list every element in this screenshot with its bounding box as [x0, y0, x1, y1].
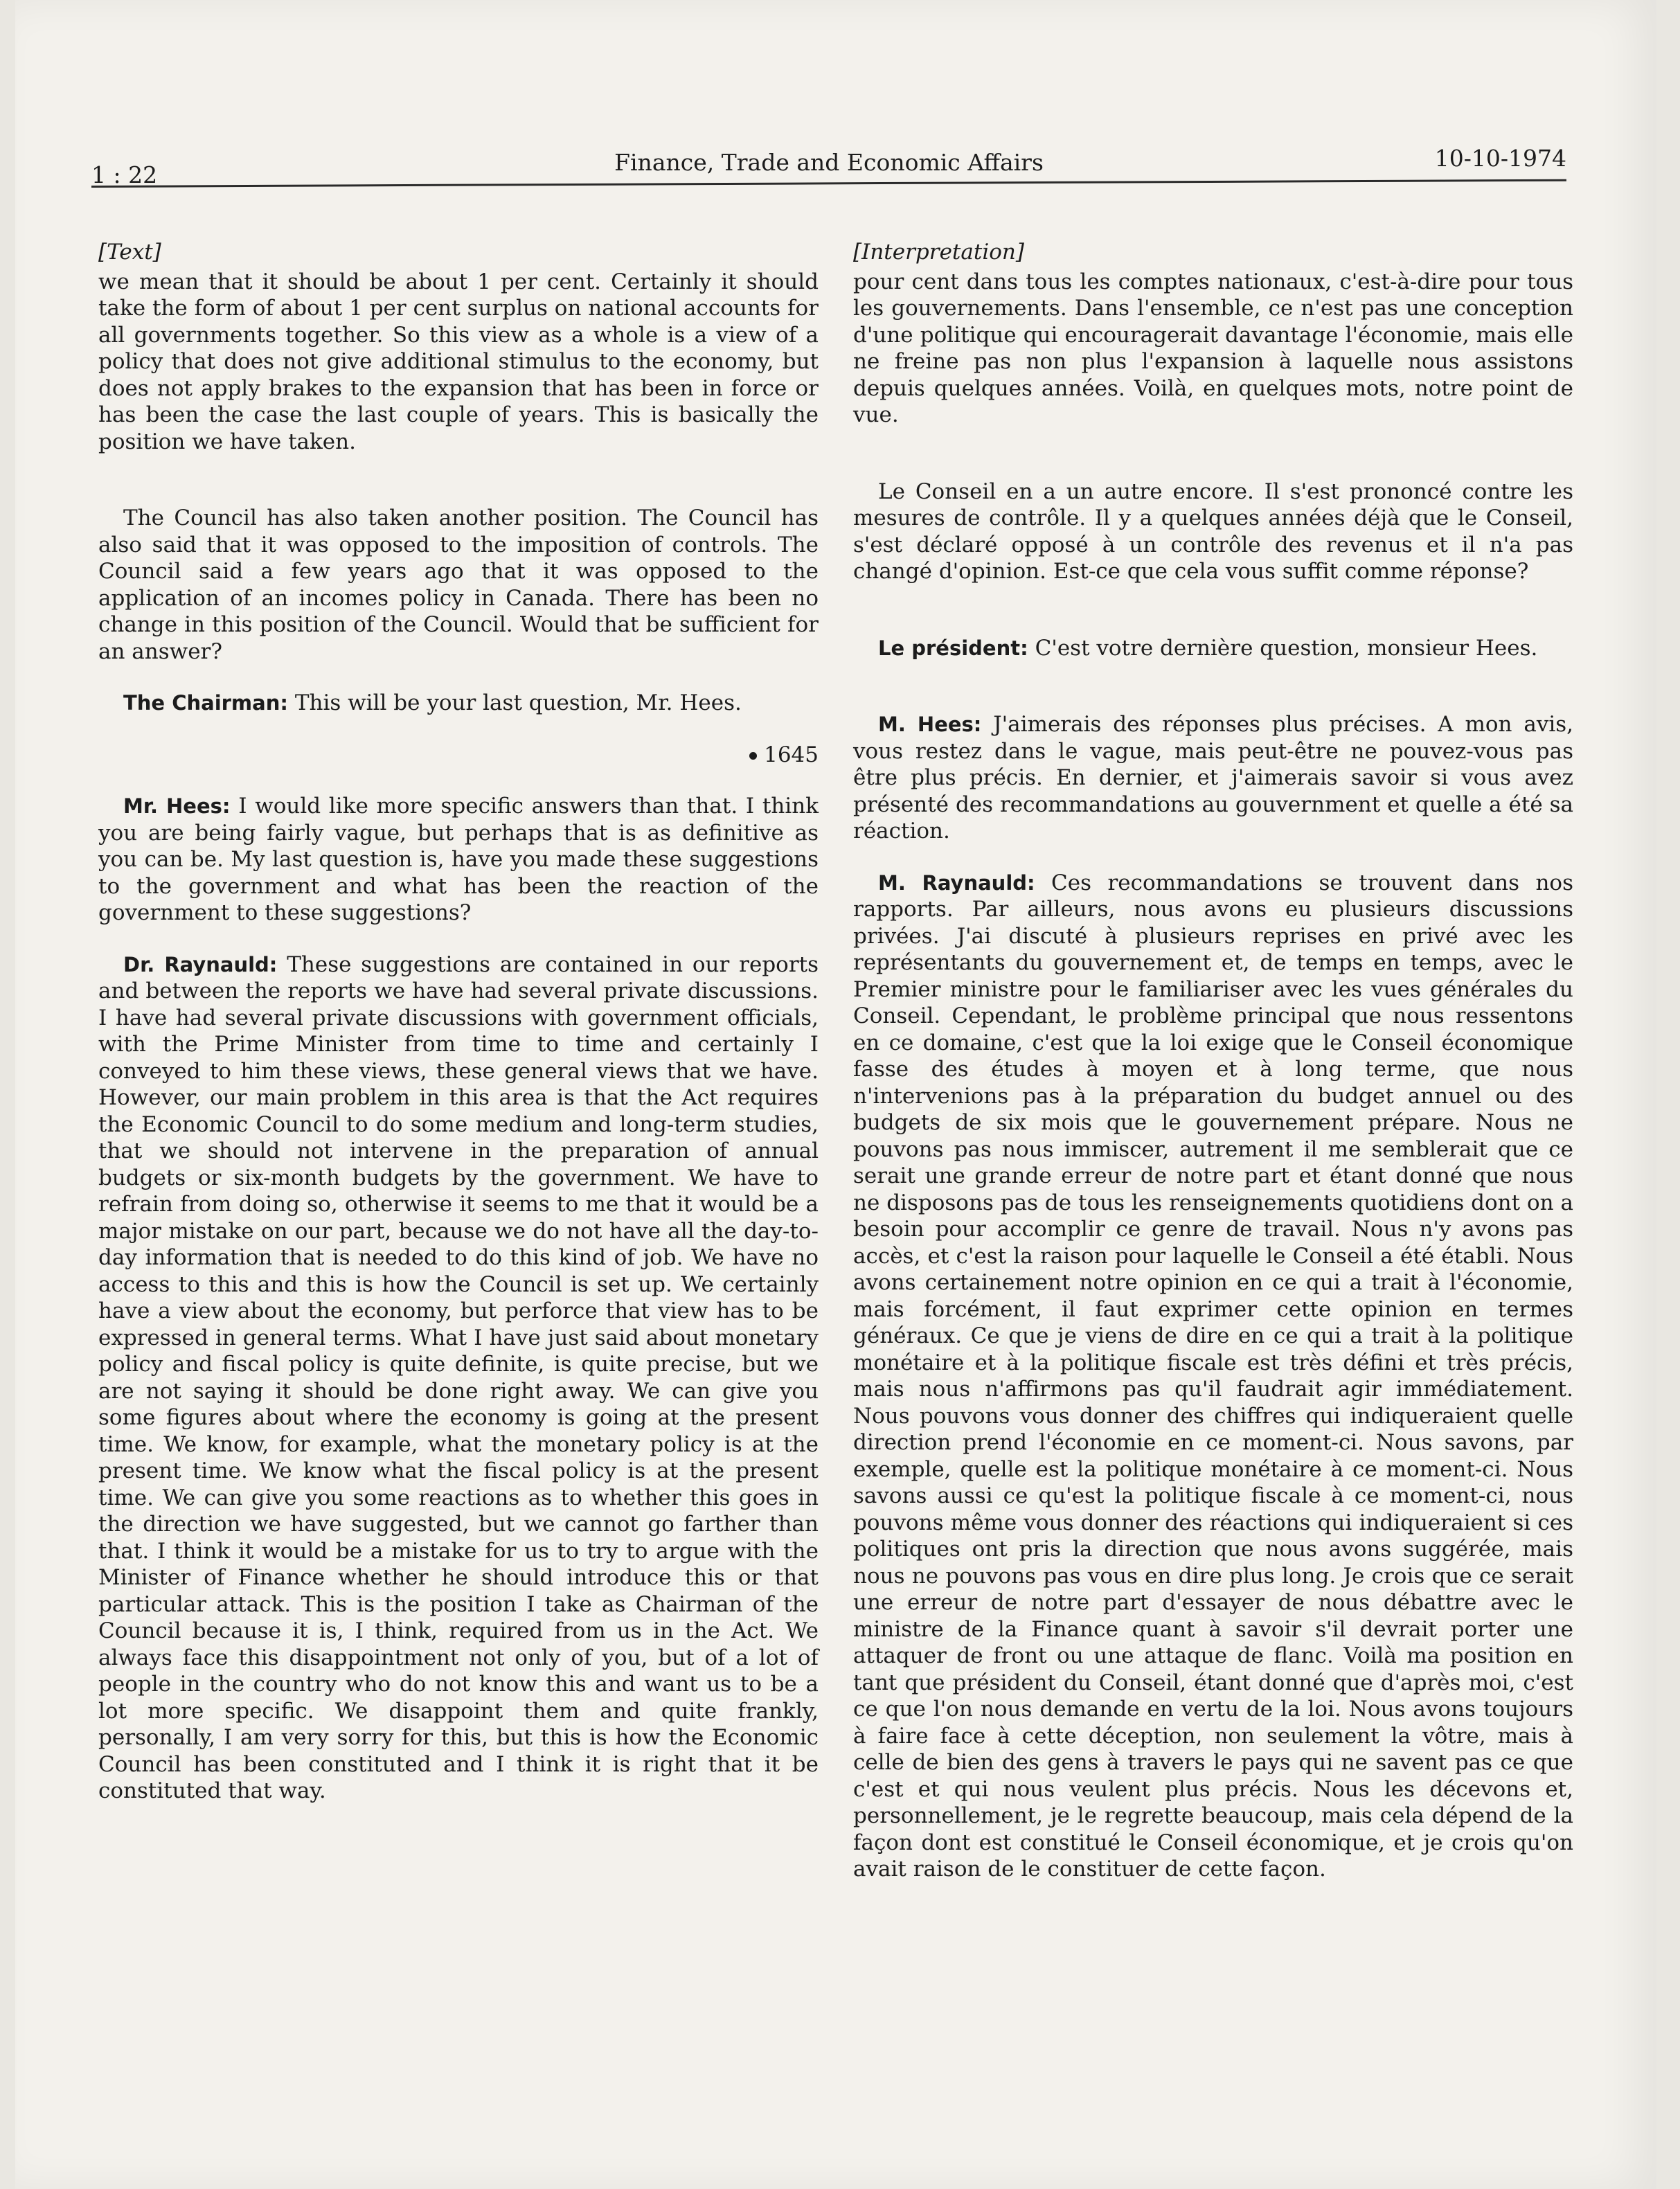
interpretation-tag: [Interpretation] — [853, 240, 1024, 265]
speaker-name: Dr. Raynauld: — [123, 952, 278, 976]
speech-text: This will be your last question, Mr. Hees. — [287, 690, 742, 715]
paragraph — [853, 870, 1573, 1883]
page-date: 10-10-1974 — [1434, 145, 1566, 172]
paragraph — [98, 690, 819, 717]
speaker-name: M. Raynauld: — [878, 870, 1035, 895]
page-title: Finance, Trade and Economic Affairs — [614, 149, 1044, 176]
paragraph: Le Conseil en a un autre encore. Il s'est prononcé contre les mesures de contrôle. Il y a quelques années déjà que le Conseil, s'est déclaré opposé à un contrôle des revenus et il n'a pas changé d'opinion. Est-ce que cela vous suffit comme réponse? — [853, 479, 1573, 584]
speaker-name: Mr. Hees: — [123, 794, 231, 818]
paragraph — [98, 951, 819, 1805]
french-column — [853, 239, 1573, 1908]
paragraph — [853, 635, 1573, 662]
english-column — [98, 239, 819, 1830]
document-page — [15, 0, 1656, 2189]
page-number: 1 : 22 — [91, 161, 158, 188]
speech-text: Ces recommandations se trouvent dans nos rapports. Par ailleurs, nous avons eu plusieurs discussions privées. J'ai discuté à plusieurs reprises en privé avec les représentants du gouvernement et, de temps en temps, avec le Premier ministre pour le familiariser avec les vues générales du Conseil. Cependant, le problème principal que nous ressentons en ce domaine, c'est que la loi exige que le Conseil économique fasse des études à moyen et à long terme, que nous n'intervenions pas à la préparation du budget annuel ou des budgets de six mois que le gouvernement prépare. Nous ne pouvons pas nous immiscer, autrement il me semblerait que ce serait une grande erreur de notre part et étant donné que nous ne disposons pas de tous les renseignements quotidiens dont on a besoin pour accomplir ce genre de travail. Nous n'y avons pas accès, et c'est la raison pour laquelle le Conseil a été établi. Nous avons certainement notre opinion en ce qui a trait à l'économie, mais forcément, il faut exprimer cette opinion en termes généraux. Ce que je viens de dire en ce qui a trait à la politique monétaire et à la politique fiscale est très défini et très précis, mais nous n'affirmons pas qu'il faudrait agir immédiatement. Nous pouvons vous donner des chiffres qui indiqueraient quelle direction prend l'économie en ce moment-ci. Nous savons, par exemple, quelle est la politique monétaire à ce moment-ci. Nous savons aussi ce qu'est la politique fiscale à ce moment-ci, nous pouvons même vous donner des réactions qui indiqueraient si ces politiques ont pris la direction que nous avons suggérée, mais nous ne pouvons pas vous en dire plus long. Je crois que ce serait une erreur de notre part d'essayer de nous débattre avec le ministre de la Finance quant à savoir s'il devrait porter une attaquer de front ou une attaque de flanc. Voilà ma position en tant que président du Conseil, étant donné que d'après moi, c'est ce que l'on nous demande en vertu de la loi. Nous avons toujours à faire face à cette déception, non seulement la vôtre, mais à celle de bien des gens à travers le pays qui ne savent pas ce que c'est et qui nous veulent plus précis. Nous les décevons et, personnellement, je le regrette beaucoup, mais cela dépend de la façon dont est constitué le Conseil économique, et je crois qu'on avait raison de le constituer de cette façon. — [853, 870, 1573, 1882]
time-marker — [98, 742, 819, 769]
speech-text: J'aimerais des réponses plus précises. A mon avis, vous restez dans le vague, mais peut-être ne pouvez-vous pas être plus précis. En dernier, et j'aimerais savoir si vous avez présenté des recommandations au gouvernment et quelle a été sa réaction. — [853, 712, 1574, 843]
speech-text: These suggestions are contained in our reports and between the reports we have had several private discussions. I have had several private discussions with government officials, with the Prime Minister from time to time and certainly I conveyed to him these views, these general views that we have. However, our main problem in this area is that the Act requires the Economic Council to do some medium and long-term studies, that we should not intervene in the preparation of annual budgets or six-month budgets by the government. We have to refrain from doing so, otherwise it seems to me that it would be a major mistake on our part, because we do not have all the day-to-day information that is needed to do this kind of job. We have no access to this and this is how the Council is set up. We certainly have a view about the economy, but perforce that view has to be expressed in general terms. What I have just said about monetary policy and fiscal policy is quite definite, is quite precise, but we are not saying it should be done right away. We can give you some figures about where the economy is going at the present time. We know, for example, what the monetary policy is at the present time. We know what the fiscal policy is at the present time. We can give you some reactions as to whether this goes in the direction we have suggested, but we cannot go farther than that. I think it would be a mistake for us to try to argue with the Minister of Finance whether he should introduce this or that particular attack. This is the position I take as Chairman of the Council because it is, I think, required from us in the Act. We always face this disappointment not only of you, but of a lot of people in the country who do not know this and want us to be a lot more specific. We disappoint them and quite frankly, personally, I am very sorry for this, but this is how the Economic Council has been constituted and I think it is right that it be constituted that way. — [98, 951, 819, 1803]
speaker-name: M. Hees: — [878, 713, 982, 736]
bullet-icon — [749, 752, 757, 760]
time-marker-value: 1645 — [764, 742, 819, 767]
paragraph: pour cent dans tous les comptes nationaux, c'est-à-dire pour tous les gouvernements. Dans l'ensemble, ce n'est pas une conception d'une politique qui encouragerait davantage l'économie, mais elle ne freine pas non plus l'expansion à laquelle nous assistons depuis quelques années. Voilà, en quelques mots, notre point de vue. — [853, 269, 1573, 427]
speaker-name: The Chairman: — [123, 691, 288, 715]
text-tag: [Text] — [98, 240, 161, 265]
paragraph — [853, 711, 1573, 845]
speaker-name: Le président: — [878, 636, 1028, 660]
paragraph: The Council has also taken another position. The Council has also said that it was opposed to the imposition of controls. The Council said a few years ago that it was opposed to the application of an incomes policy in Canada. There has been no change in this position of the Council. Would that be sufficient for an answer? — [98, 506, 819, 664]
paragraph: we mean that it should be about 1 per cent. Certainly it should take the form of about 1 per cent surplus on national accounts for all governments together. So this view as a whole is a view of a policy that does not give additional stimulus to the economy, but does not apply brakes to the expansion that has been in force or has been the case the last couple of years. This is basically the position we have taken. — [98, 269, 819, 454]
speech-text: I would like more specific answers than that. I think you are being fairly vague, but perhaps that is as definitive as you can be. My last question is, have you made these suggestions to the government and what has been the reaction of the government to these suggestions? — [98, 794, 819, 925]
speech-text: C'est votre dernière question, monsieur Hees. — [1028, 635, 1538, 661]
paragraph — [98, 793, 819, 927]
